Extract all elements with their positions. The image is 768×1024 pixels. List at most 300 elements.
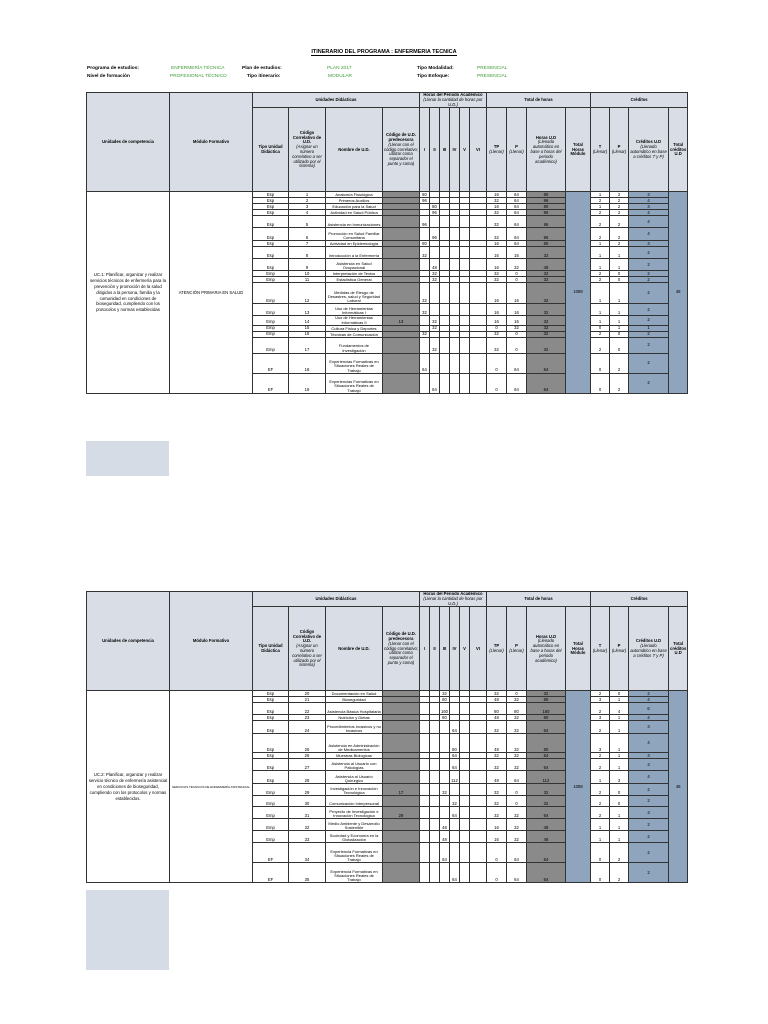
codigo-cell: 22 bbox=[289, 703, 326, 715]
period-hours-cell bbox=[460, 796, 470, 807]
horas-ud-cell: 64 bbox=[527, 753, 566, 759]
period-hours-cell bbox=[440, 353, 450, 373]
predecesora-cell: 17 bbox=[383, 784, 420, 796]
nombre-ud-cell: Asistencia Básica Hospitalaria bbox=[326, 703, 383, 715]
period-hours-cell bbox=[470, 784, 487, 796]
period-hours-cell bbox=[450, 843, 460, 863]
nombre-ud-cell: Experiencias Formativas en Situaciones Reales de Trabajo bbox=[326, 373, 383, 393]
competency-column-tail bbox=[86, 890, 169, 970]
period-hours-cell bbox=[470, 259, 487, 271]
nivel-label: Nivel de formación bbox=[87, 74, 130, 79]
period-hours-cell bbox=[430, 216, 440, 228]
period-hours-cell bbox=[470, 703, 487, 715]
p-cell: 32 bbox=[507, 759, 527, 771]
nombre-ud-cell: Introducción a la Enfermería bbox=[326, 247, 383, 259]
codigo-cell: 3 bbox=[289, 204, 326, 210]
tipo-ud-cell: Esp bbox=[253, 210, 289, 216]
nivel-value: PROFESIONAL TÉCNICO bbox=[170, 74, 227, 79]
p-cell: 32 bbox=[507, 753, 527, 759]
nombre-ud-cell: Técnicas de Comunicación bbox=[326, 331, 383, 337]
period-hours-cell bbox=[470, 337, 487, 353]
header-creditos-ud-title: Créditos U.D bbox=[635, 638, 662, 644]
t-cell: 2 bbox=[591, 807, 610, 819]
header-period: III bbox=[440, 108, 450, 192]
tp-cell: 48 bbox=[487, 697, 507, 703]
period-hours-cell bbox=[440, 796, 450, 807]
period-hours-cell bbox=[460, 759, 470, 771]
p-cell: 32 bbox=[507, 819, 527, 831]
header-period: V bbox=[460, 108, 470, 192]
p-cell: 64 bbox=[507, 863, 527, 883]
header-tp-note: (Llenar) bbox=[489, 647, 504, 653]
t-cell: 0 bbox=[591, 373, 610, 393]
period-hours-cell bbox=[420, 807, 430, 819]
t-cell: 3 bbox=[591, 697, 610, 703]
t-cell: 1 bbox=[591, 204, 610, 210]
codigo-cell: 21 bbox=[289, 697, 326, 703]
header-tp-title: TP bbox=[493, 144, 500, 150]
tipo-ud-cell: Emp bbox=[253, 807, 289, 819]
tp-cell: 0 bbox=[487, 325, 507, 331]
creditos-ud-cell: 1 bbox=[629, 325, 669, 331]
horas-ud-cell: 32 bbox=[527, 283, 566, 304]
header-p-note: (Llenar) bbox=[509, 647, 524, 653]
period-hours-cell bbox=[450, 304, 460, 316]
tipo-ud-cell: EF bbox=[253, 843, 289, 863]
period-hours-cell bbox=[460, 353, 470, 373]
period-hours-cell: 32 bbox=[420, 283, 430, 304]
creditos-p-cell: 2 bbox=[610, 192, 629, 198]
header-t bbox=[591, 607, 610, 691]
p-cell: 64 bbox=[507, 771, 527, 784]
p-cell: 64 bbox=[507, 198, 527, 204]
horas-ud-cell: 32 bbox=[527, 796, 566, 807]
header-codigo-correlativo bbox=[289, 108, 326, 192]
tp-cell: 32 bbox=[487, 277, 507, 283]
header-t-title: T bbox=[598, 144, 602, 150]
creditos-ud-cell: 2 bbox=[629, 277, 669, 283]
t-cell: 2 bbox=[591, 277, 610, 283]
tp-cell: 16 bbox=[487, 192, 507, 198]
header-period: IV bbox=[450, 607, 460, 691]
period-hours-cell bbox=[430, 721, 440, 734]
page-title: ITINERARIO DEL PROGRAMA : ENFERMERIA TECNICA bbox=[311, 49, 457, 55]
period-hours-cell: 48 bbox=[440, 831, 450, 843]
t-cell: 3 bbox=[591, 715, 610, 721]
codigo-cell: 8 bbox=[289, 247, 326, 259]
horas-ud-cell: 80 bbox=[527, 697, 566, 703]
creditos-p-cell: 2 bbox=[610, 204, 629, 210]
period-hours-cell bbox=[440, 216, 450, 228]
period-hours-cell bbox=[460, 216, 470, 228]
period-hours-cell bbox=[470, 304, 487, 316]
period-hours-cell: 96 bbox=[430, 210, 440, 216]
tp-cell: 32 bbox=[487, 337, 507, 353]
header-codigo-predecesora bbox=[383, 108, 420, 192]
t-cell: 1 bbox=[591, 247, 610, 259]
header-cp-note: (Llenar) bbox=[611, 647, 627, 653]
creditos-ud-cell: 2 bbox=[629, 691, 669, 697]
period-hours-cell bbox=[430, 843, 440, 863]
period-hours-cell bbox=[470, 819, 487, 831]
p-cell: 0 bbox=[507, 691, 527, 697]
tipo-ud-cell: Emp bbox=[253, 796, 289, 807]
tipo-ud-cell: Esp bbox=[253, 753, 289, 759]
nombre-ud-cell: Anatomía Fisiológica bbox=[326, 192, 383, 198]
itinerario-value: MODULAR bbox=[328, 74, 352, 79]
period-hours-cell bbox=[450, 784, 460, 796]
t-cell: 2 bbox=[591, 691, 610, 697]
t-cell: 1 bbox=[591, 831, 610, 843]
creditos-p-cell: 0 bbox=[610, 271, 629, 277]
period-hours-cell bbox=[420, 863, 430, 883]
period-hours-cell: 64 bbox=[450, 807, 460, 819]
predecesora-cell: 29 bbox=[383, 807, 420, 819]
tp-cell: 32 bbox=[487, 271, 507, 277]
period-hours-cell bbox=[470, 863, 487, 883]
predecesora-cell bbox=[383, 734, 420, 753]
tipo-ud-cell: Esp bbox=[253, 721, 289, 734]
period-hours-cell bbox=[460, 337, 470, 353]
horas-ud-cell: 32 bbox=[527, 331, 566, 337]
itinerario-label: Tipo itinerario: bbox=[247, 74, 281, 79]
predecesora-cell bbox=[383, 304, 420, 316]
creditos-p-cell: 0 bbox=[610, 277, 629, 283]
creditos-ud-cell: 2 bbox=[629, 316, 669, 325]
t-cell: 2 bbox=[591, 703, 610, 715]
period-hours-cell bbox=[460, 807, 470, 819]
plan-label: Plan de estudios: bbox=[242, 66, 282, 71]
horas-ud-cell: 64 bbox=[527, 353, 566, 373]
period-hours-cell bbox=[470, 831, 487, 843]
period-hours-cell bbox=[420, 784, 430, 796]
period-hours-cell bbox=[430, 283, 440, 304]
period-hours-cell bbox=[420, 734, 430, 753]
header-unidades-competencia: Unidades de competencia bbox=[87, 592, 170, 691]
period-hours-cell bbox=[440, 259, 450, 271]
t-cell: 2 bbox=[591, 796, 610, 807]
header-codigo-predecesora-title: Código de U.D. predecesora bbox=[385, 132, 416, 142]
codigo-cell: 24 bbox=[289, 721, 326, 734]
tp-cell: 0 bbox=[487, 353, 507, 373]
creditos-p-cell: 4 bbox=[610, 703, 629, 715]
predecesora-cell bbox=[383, 819, 420, 831]
horas-note: (Llenar la cantidad de horas por U.D.) bbox=[423, 595, 483, 606]
tp-cell: 80 bbox=[487, 703, 507, 715]
codigo-cell: 31 bbox=[289, 807, 326, 819]
p-cell: 32 bbox=[507, 259, 527, 271]
tipo-ud-cell: Esp bbox=[253, 734, 289, 753]
t-cell: 0 bbox=[591, 843, 610, 863]
horas-ud-cell: 64 bbox=[527, 863, 566, 883]
creditos-p-cell: 1 bbox=[610, 259, 629, 271]
period-hours-cell bbox=[440, 304, 450, 316]
header-horas-ud bbox=[527, 108, 566, 192]
creditos-ud-cell: 2 bbox=[629, 373, 669, 393]
p-cell: 32 bbox=[507, 715, 527, 721]
period-hours-cell bbox=[440, 228, 450, 241]
p-cell: 0 bbox=[507, 784, 527, 796]
period-hours-cell bbox=[470, 721, 487, 734]
period-hours-cell bbox=[430, 796, 440, 807]
horas-ud-cell: 80 bbox=[527, 241, 566, 247]
codigo-cell: 28 bbox=[289, 771, 326, 784]
period-hours-cell bbox=[450, 216, 460, 228]
p-cell: 64 bbox=[507, 353, 527, 373]
period-hours-cell bbox=[430, 819, 440, 831]
p-cell: 32 bbox=[507, 721, 527, 734]
period-hours-cell bbox=[460, 721, 470, 734]
period-hours-cell: 96 bbox=[420, 198, 430, 204]
header-cp-note: (Llenar) bbox=[611, 148, 627, 154]
creditos-ud-cell: 2 bbox=[629, 843, 669, 863]
header-creditos-ud bbox=[629, 607, 669, 691]
predecesora-cell bbox=[383, 216, 420, 228]
header-total-horas-modulo: Total Horas Módulo bbox=[566, 108, 591, 192]
period-hours-cell bbox=[460, 734, 470, 753]
horas-ud-cell: 64 bbox=[527, 807, 566, 819]
p-cell: 16 bbox=[507, 247, 527, 259]
nombre-ud-cell: Asistencia en Administración de Medicamentos bbox=[326, 734, 383, 753]
creditos-p-cell: 2 bbox=[610, 210, 629, 216]
header-period: I bbox=[420, 607, 430, 691]
t-cell: 2 bbox=[591, 784, 610, 796]
nombre-ud-cell: Investigación e Innovación Tecnológica bbox=[326, 784, 383, 796]
tp-cell: 32 bbox=[487, 721, 507, 734]
period-hours-cell: 32 bbox=[430, 337, 440, 353]
nombre-ud-cell: Estadística General bbox=[326, 277, 383, 283]
tipo-ud-cell: EF bbox=[253, 373, 289, 393]
period-hours-cell: 80 bbox=[420, 241, 430, 247]
period-hours-cell bbox=[450, 316, 460, 325]
t-cell: 2 bbox=[591, 753, 610, 759]
header-t bbox=[591, 108, 610, 192]
period-hours-cell: 32 bbox=[430, 277, 440, 283]
period-hours-cell: 32 bbox=[420, 304, 430, 316]
horas-ud-cell: 112 bbox=[527, 771, 566, 784]
horas-ud-cell: 80 bbox=[527, 734, 566, 753]
period-hours-cell bbox=[440, 283, 450, 304]
modulo-cell: ATENCIÓN PRIMARIA EN SALUD bbox=[170, 192, 253, 393]
period-hours-cell bbox=[440, 373, 450, 393]
header-period: II bbox=[430, 108, 440, 192]
predecesora-cell bbox=[383, 721, 420, 734]
period-hours-cell: 32 bbox=[420, 247, 430, 259]
tp-cell: 32 bbox=[487, 198, 507, 204]
t-cell: 0 bbox=[591, 353, 610, 373]
tp-cell: 16 bbox=[487, 304, 507, 316]
tp-cell: 32 bbox=[487, 228, 507, 241]
period-hours-cell bbox=[450, 283, 460, 304]
period-hours-cell bbox=[460, 784, 470, 796]
header-tipo-ud: Tipo Unidad Didáctica bbox=[253, 108, 289, 192]
creditos-ud-cell: 2 bbox=[629, 259, 669, 271]
predecesora-cell bbox=[383, 863, 420, 883]
nombre-ud-cell: Experiencias Formativas en Situaciones Reales de Trabajo bbox=[326, 353, 383, 373]
header-t-title: T bbox=[598, 643, 602, 649]
period-hours-cell bbox=[470, 843, 487, 863]
period-hours-cell bbox=[470, 771, 487, 784]
header-codigo-predecesora-note: (Llenar con el código correlativo; utilizar coma separador el punto y coma) bbox=[384, 640, 418, 666]
nombre-ud-cell: Asistencia en Inmunizaciones bbox=[326, 216, 383, 228]
nombre-ud-cell: Uso de Herramientas Informáticas I bbox=[326, 304, 383, 316]
horas-ud-cell: 32 bbox=[527, 271, 566, 277]
p-cell: 64 bbox=[507, 216, 527, 228]
header-horas-periodo bbox=[420, 93, 487, 108]
creditos-p-cell: 1 bbox=[610, 247, 629, 259]
tp-cell: 16 bbox=[487, 259, 507, 271]
t-cell: 0 bbox=[591, 325, 610, 331]
p-cell: 0 bbox=[507, 337, 527, 353]
tp-cell: 16 bbox=[487, 247, 507, 259]
header-total-horas: Total de horas bbox=[487, 592, 591, 607]
period-hours-cell bbox=[460, 316, 470, 325]
tipo-ud-cell: Emp bbox=[253, 271, 289, 277]
header-creditos: Créditos bbox=[591, 592, 688, 607]
period-hours-cell bbox=[430, 703, 440, 715]
nombre-ud-cell: Primeros Auxilios bbox=[326, 198, 383, 204]
t-cell: 3 bbox=[591, 734, 610, 753]
period-hours-cell: 96 bbox=[420, 216, 430, 228]
horas-ud-cell: 64 bbox=[527, 373, 566, 393]
creditos-ud-cell: 3 bbox=[629, 192, 669, 198]
creditos-ud-cell: 2 bbox=[629, 271, 669, 277]
codigo-cell: 15 bbox=[289, 325, 326, 331]
period-hours-cell: 32 bbox=[440, 784, 450, 796]
period-hours-cell bbox=[420, 721, 430, 734]
t-cell: 1 bbox=[591, 771, 610, 784]
period-hours-cell: 32 bbox=[430, 316, 440, 325]
header-codigo-correlativo-title: Código Correlativo de U.D. bbox=[292, 129, 322, 145]
header-period: III bbox=[440, 607, 450, 691]
tp-cell: 0 bbox=[487, 863, 507, 883]
tipo-ud-cell: Esp bbox=[253, 259, 289, 271]
header-total-horas-modulo: Total Horas Módulo bbox=[566, 607, 591, 691]
header-total-creditos-ud: Total créditos U.D bbox=[669, 607, 688, 691]
period-hours-cell bbox=[430, 247, 440, 259]
creditos-ud-cell: 4 bbox=[629, 734, 669, 753]
horas-ud-cell: 96 bbox=[527, 216, 566, 228]
horas-ud-cell: 160 bbox=[527, 703, 566, 715]
tp-cell: 16 bbox=[487, 283, 507, 304]
predecesora-cell bbox=[383, 259, 420, 271]
period-hours-cell bbox=[440, 337, 450, 353]
nombre-ud-cell: Fundamentos de Investigación bbox=[326, 337, 383, 353]
codigo-cell: 2 bbox=[289, 198, 326, 204]
tp-cell: 16 bbox=[487, 204, 507, 210]
creditos-p-cell: 0 bbox=[610, 337, 629, 353]
t-cell: 1 bbox=[591, 192, 610, 198]
p-cell: 32 bbox=[507, 325, 527, 331]
period-hours-cell bbox=[470, 807, 487, 819]
tp-cell: 32 bbox=[487, 784, 507, 796]
programa-label: Programa de estudios: bbox=[87, 66, 139, 71]
program-meta bbox=[87, 66, 527, 86]
header-unidades-competencia: Unidades de competencia bbox=[87, 93, 170, 192]
tp-cell: 32 bbox=[487, 807, 507, 819]
header-horas-ud-title: Horas U.D bbox=[535, 134, 557, 140]
p-cell: 32 bbox=[507, 807, 527, 819]
nombre-ud-cell: Actividad en Epidemiología bbox=[326, 241, 383, 247]
codigo-cell: 25 bbox=[289, 734, 326, 753]
creditos-ud-cell: 6 bbox=[629, 703, 669, 715]
nombre-ud-cell: Documentación en Salud bbox=[326, 691, 383, 697]
codigo-cell: 7 bbox=[289, 241, 326, 247]
p-cell: 64 bbox=[507, 373, 527, 393]
tipo-ud-cell: Esp bbox=[253, 691, 289, 697]
header-p-title: P bbox=[515, 643, 518, 649]
horas-ud-cell: 48 bbox=[527, 831, 566, 843]
tp-cell: 16 bbox=[487, 819, 507, 831]
codigo-cell: 6 bbox=[289, 228, 326, 241]
header-p-title: P bbox=[515, 144, 518, 150]
period-hours-cell: 64 bbox=[450, 721, 460, 734]
period-hours-cell bbox=[470, 373, 487, 393]
period-hours-cell bbox=[420, 819, 430, 831]
period-hours-cell bbox=[450, 247, 460, 259]
creditos-p-cell: 1 bbox=[610, 721, 629, 734]
codigo-cell: 20 bbox=[289, 691, 326, 697]
t-cell: 2 bbox=[591, 721, 610, 734]
codigo-cell: 18 bbox=[289, 353, 326, 373]
period-hours-cell bbox=[460, 247, 470, 259]
t-cell: 1 bbox=[591, 304, 610, 316]
horas-ud-cell: 32 bbox=[527, 325, 566, 331]
t-cell: 2 bbox=[591, 331, 610, 337]
creditos-ud-cell: 3 bbox=[629, 241, 669, 247]
period-hours-cell bbox=[460, 228, 470, 241]
period-hours-cell: 48 bbox=[440, 819, 450, 831]
period-hours-cell bbox=[450, 703, 460, 715]
creditos-ud-cell: 4 bbox=[629, 771, 669, 784]
header-period: II bbox=[430, 607, 440, 691]
horas-ud-cell: 64 bbox=[527, 759, 566, 771]
header-p-note: (Llenar) bbox=[509, 148, 524, 154]
tipo-ud-cell: Emp bbox=[253, 316, 289, 325]
horas-title: Horas del Periodo Académico bbox=[423, 591, 483, 596]
header-codigo-predecesora-title: Código de U.D. predecesora bbox=[385, 631, 416, 641]
tp-cell: 48 bbox=[487, 734, 507, 753]
creditos-p-cell: 2 bbox=[610, 843, 629, 863]
period-hours-cell bbox=[440, 247, 450, 259]
header-codigo-correlativo-note: (Asignar un número correlativo a ser utilizado por el sistema) bbox=[292, 643, 322, 668]
period-hours-cell bbox=[430, 304, 440, 316]
period-hours-cell: 32 bbox=[420, 331, 430, 337]
nombre-ud-cell: Asistencia al Usuario Quirúrgico bbox=[326, 771, 383, 784]
horas-ud-cell: 80 bbox=[527, 715, 566, 721]
creditos-p-cell: 2 bbox=[610, 241, 629, 247]
creditos-p-cell: 1 bbox=[610, 325, 629, 331]
nombre-ud-cell: Uso de Herramientas Informáticas II bbox=[326, 316, 383, 325]
predecesora-cell: 13 bbox=[383, 316, 420, 325]
creditos-ud-cell: 2 bbox=[629, 831, 669, 843]
programa-value: ENFERMERÍA TÉCNICA bbox=[171, 66, 225, 71]
tipo-ud-cell: Esp bbox=[253, 771, 289, 784]
creditos-p-cell: 2 bbox=[610, 373, 629, 393]
competencia-cell: UC.1: Planificar, organizar y realizar servicios técnicos de enfermería para la prevención y promoción de la salud dirigidos a la persona, familia y la comunidad en condiciones de bioseguridad, cumpliendo con los protocolos y normas establecidas bbox=[87, 192, 170, 393]
tipo-ud-cell: Emp bbox=[253, 337, 289, 353]
tp-cell: 32 bbox=[487, 216, 507, 228]
header-p bbox=[507, 607, 527, 691]
nombre-ud-cell: Proyecto de Investigación e Innovación Tecnológica bbox=[326, 807, 383, 819]
horas-ud-cell: 96 bbox=[527, 210, 566, 216]
enfoque-value: PRESENCIAL bbox=[477, 74, 508, 79]
codigo-cell: 26 bbox=[289, 753, 326, 759]
predecesora-cell bbox=[383, 373, 420, 393]
period-hours-cell bbox=[440, 721, 450, 734]
nombre-ud-cell: Cultura Física y Deportes bbox=[326, 325, 383, 331]
period-hours-cell bbox=[450, 353, 460, 373]
